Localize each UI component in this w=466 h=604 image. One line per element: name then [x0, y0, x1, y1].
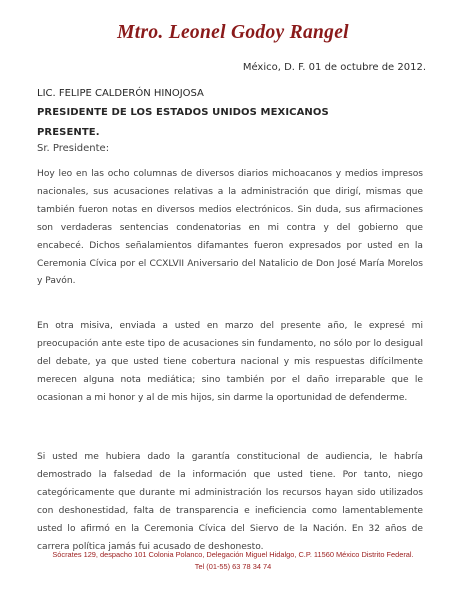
recipient-title: PRESIDENTE DE LOS ESTADOS UNIDOS MEXICANOS — [37, 107, 329, 119]
recipient-name: LIC. FELIPE CALDERÓN HINOJOSA — [37, 88, 204, 99]
body-paragraph-3: Si usted me hubiera dado la garantía constitucional de audiencia, le habría demostrado la falsedad de la información que usted tiene. Por tanto, niego categóricamente que durante mi administración los recursos hayan sido utilizados con deshonestidad, falta de transparencia e ineficiencia como lamentablemente usted lo afirmó en la Ceremonia Cívica del Siervo de la Nación. En 32 años de carrera política jamás fui acusado de deshonesto. — [37, 452, 423, 552]
recipient-presente: PRESENTE. — [37, 126, 100, 138]
letter-date: México, D. F. 01 de octubre de 2012. — [242, 62, 426, 73]
footer-address: Sócrates 129, despacho 101 Colonia Polanco, Delegación Miguel Hidalgo, C.P. 11560 México Distrito Federal. — [52, 550, 414, 559]
letterhead-name: Mtro. Leonel Godoy Rangel — [117, 22, 349, 43]
body-paragraph-2: En otra misiva, enviada a usted en marzo del presente año, le expresé mi preocupación ante este tipo de acusaciones sin fundamento, no sólo por lo desigual del debate, ya que usted tiene cobertura nacional y mis respuestas difícilmente merecen alguna nota mediática; sino también por el daño irreparable que le ocasionan a mi honor y al de mis hijos, sin darme la oportunidad de defenderme. — [37, 321, 423, 403]
recipient-block — [37, 84, 437, 142]
body-paragraph-1: Hoy leo en las ocho columnas de diversos diarios michoacanos y medios impresos nacionales, sus acusaciones relativas a la administración que dirigí, mismas que también fueron notas en diversos medios electrónicos. Sin duda, sus afirmaciones son verdaderas sentencias condenatorias en mi contra y del gobierno que encabecé. Dichos señalamientos difamantes fueron expresados por usted en la Ceremonia Cívica por el CCXLVII Aniversario del Natalicio de Don José María Morelos y Pavón. — [37, 169, 423, 287]
salutation: Sr. Presidente: — [37, 143, 110, 154]
footer-phone: Tel (01-55) 63 78 34 74 — [194, 562, 272, 571]
